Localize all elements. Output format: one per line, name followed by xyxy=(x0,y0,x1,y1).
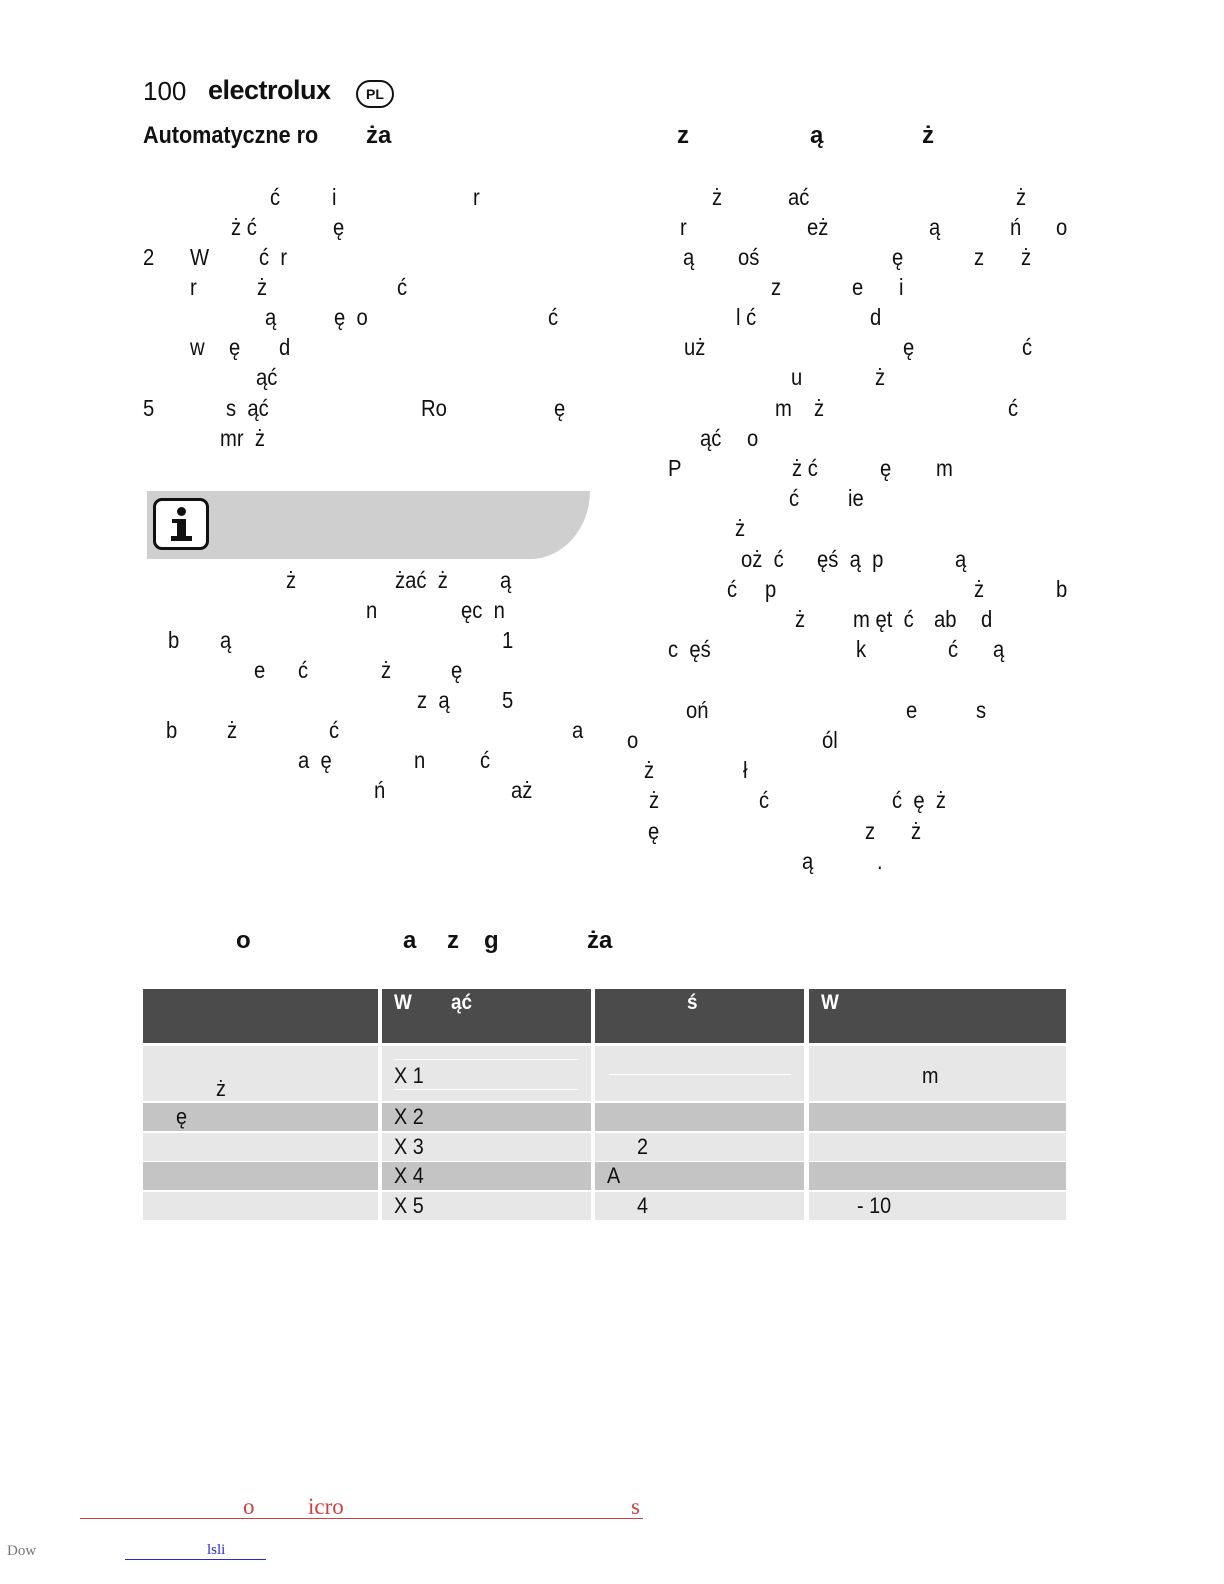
text-fragment: ć xyxy=(329,717,340,743)
table-row xyxy=(143,1103,378,1131)
table-row xyxy=(595,1192,804,1220)
text-fragment: ł xyxy=(743,757,748,783)
footer-link-text: lsli xyxy=(207,1542,226,1558)
table-row xyxy=(809,1192,1066,1220)
text-fragment: ę xyxy=(554,395,566,421)
text-fragment: ą xyxy=(929,214,941,240)
text-fragment: a xyxy=(572,717,584,743)
text-fragment: 1 xyxy=(502,627,514,653)
text-fragment: ą xyxy=(220,627,232,653)
cell-text: A xyxy=(607,1163,621,1188)
text-fragment: ę xyxy=(229,334,241,360)
text-fragment: ą xyxy=(500,567,512,593)
footer-link-red[interactable] xyxy=(80,1494,643,1519)
text-fragment: ę xyxy=(892,244,904,270)
table-row xyxy=(143,1133,378,1161)
text-fragment: ąć xyxy=(700,425,722,451)
text-fragment: e xyxy=(906,697,918,723)
table-header-cell xyxy=(143,989,378,1043)
text-fragment: ą xyxy=(802,848,814,874)
text-fragment: ć xyxy=(480,747,491,773)
header-label: W xyxy=(821,991,839,1014)
text-fragment: ż xyxy=(795,606,806,632)
text-fragment: ę o xyxy=(334,304,368,330)
text-fragment: ż xyxy=(735,515,746,541)
info-icon xyxy=(153,498,209,550)
footer-text-part: icro xyxy=(308,1494,344,1519)
text-fragment: ą xyxy=(683,244,695,270)
brand-logo: electrolux xyxy=(208,75,331,105)
text-fragment: eż xyxy=(807,214,829,240)
table-row xyxy=(595,1133,804,1161)
footer-text-part: s xyxy=(631,1494,640,1519)
text-fragment: Ro xyxy=(421,395,447,421)
text-fragment: d xyxy=(279,334,291,360)
text-fragment: ć xyxy=(270,184,281,210)
text-fragment: ab xyxy=(934,606,957,632)
text-fragment: ż xyxy=(1016,184,1027,210)
table-row xyxy=(143,1046,378,1101)
text-fragment: z xyxy=(771,274,782,300)
table-title-part: a xyxy=(403,927,417,954)
text-fragment: n xyxy=(414,747,426,773)
text-fragment: d xyxy=(870,304,882,330)
table-row xyxy=(143,1162,378,1190)
text-fragment: z ą xyxy=(417,687,450,713)
table-row xyxy=(809,1046,1066,1101)
header-label: ąć xyxy=(451,991,473,1014)
table-header-cell xyxy=(809,989,1066,1043)
text-fragment: ą xyxy=(265,304,277,330)
text-fragment: ż xyxy=(649,787,660,813)
text-fragment: oż ć xyxy=(741,546,784,572)
text-fragment: n xyxy=(366,597,378,623)
table-row xyxy=(809,1133,1066,1161)
cell-text: X 3 xyxy=(394,1134,424,1159)
table-title-part: ża xyxy=(587,927,613,954)
text-fragment: i xyxy=(332,184,337,210)
text-fragment: r xyxy=(190,274,197,300)
header-label: W xyxy=(394,991,412,1014)
text-fragment: z xyxy=(974,244,985,270)
text-fragment: oś xyxy=(738,244,760,270)
text-fragment: ż xyxy=(644,757,655,783)
cell-text: X 1 xyxy=(394,1063,424,1088)
section-title-part: ża xyxy=(366,122,392,149)
text-fragment: i xyxy=(899,274,904,300)
cell-text: ę xyxy=(176,1104,188,1129)
table-title-part: o xyxy=(236,927,251,954)
text-fragment: e xyxy=(852,274,864,300)
text-fragment: aż xyxy=(511,777,533,803)
cell-text: X 4 xyxy=(394,1163,424,1188)
text-fragment: ż xyxy=(974,576,985,602)
cell-text: 2 xyxy=(637,1134,649,1159)
text-fragment: ż ć xyxy=(231,214,257,240)
text-fragment: ę xyxy=(903,334,915,360)
text-fragment: ż xyxy=(381,657,392,683)
text-fragment: m ęt ć xyxy=(853,606,914,632)
text-fragment: ć xyxy=(397,274,408,300)
text-fragment: ę xyxy=(333,214,345,240)
table-header-cell xyxy=(382,989,591,1043)
text-fragment: ę xyxy=(451,657,463,683)
table-row xyxy=(382,1162,591,1190)
text-fragment: d xyxy=(981,606,993,632)
table-row xyxy=(143,1192,378,1220)
text-fragment: żać ż xyxy=(395,567,448,593)
text-fragment: ż xyxy=(257,274,268,300)
text-fragment: b xyxy=(1056,576,1068,602)
cell-text: ż xyxy=(216,1076,226,1101)
text-fragment: ę xyxy=(880,455,892,481)
text-fragment: c ęś xyxy=(668,636,711,662)
section-title: Automatyczne ro xyxy=(143,122,319,149)
table-row xyxy=(595,1162,804,1190)
text-fragment: ć xyxy=(789,485,800,511)
text-fragment: w xyxy=(190,334,205,360)
text-fragment: ć xyxy=(548,304,559,330)
text-fragment: e xyxy=(254,657,266,683)
text-fragment: ć ę ż xyxy=(892,787,946,813)
text-fragment: m xyxy=(936,455,953,481)
info-box xyxy=(147,491,590,559)
text-fragment: ie xyxy=(848,485,864,511)
text-fragment: ż xyxy=(1021,244,1032,270)
text-fragment: ż ć xyxy=(792,455,818,481)
text-fragment: ż xyxy=(814,395,825,421)
text-fragment: ć xyxy=(948,636,959,662)
text-fragment: ą xyxy=(955,546,967,572)
text-fragment: . xyxy=(877,848,883,874)
text-fragment: s ąć xyxy=(226,395,269,421)
text-fragment: s xyxy=(976,697,987,723)
section-title-part: z xyxy=(677,122,689,149)
table-row xyxy=(809,1162,1066,1190)
cell-text: X 2 xyxy=(394,1104,424,1129)
table-row xyxy=(595,1046,804,1101)
text-fragment: ć xyxy=(1008,395,1019,421)
text-fragment: ć xyxy=(298,657,309,683)
text-fragment: b xyxy=(166,717,178,743)
text-fragment: ż xyxy=(712,184,723,210)
text-fragment: uż xyxy=(684,334,706,360)
footer-link-blue[interactable] xyxy=(125,1542,266,1560)
table-row xyxy=(382,1046,591,1101)
text-fragment: ż xyxy=(227,717,238,743)
text-fragment: ęś ą p xyxy=(817,546,884,572)
text-fragment: ń xyxy=(1010,214,1022,240)
text-fragment: r xyxy=(473,184,480,210)
text-fragment: ól xyxy=(822,727,838,753)
text-fragment: b xyxy=(168,627,180,653)
section-title-part: ż xyxy=(922,122,934,149)
text-fragment: P xyxy=(668,455,682,481)
text-fragment: ć r xyxy=(259,244,288,270)
text-fragment: ć xyxy=(727,576,738,602)
header-label: ś xyxy=(687,991,698,1014)
text-fragment: ż xyxy=(911,818,922,844)
cell-text: m xyxy=(922,1063,939,1088)
text-fragment: ż xyxy=(286,567,297,593)
section-title-part: ą xyxy=(810,122,824,149)
cell-text: X 5 xyxy=(394,1193,424,1218)
text-fragment: o xyxy=(1056,214,1068,240)
table-row xyxy=(382,1133,591,1161)
footer-download-text: Dow xyxy=(7,1543,37,1559)
text-fragment: 5 xyxy=(502,687,514,713)
cell-text: - 10 xyxy=(857,1193,892,1218)
text-fragment: o xyxy=(627,727,639,753)
step-number: 2 xyxy=(143,244,155,270)
table-header-cell xyxy=(595,989,804,1043)
table-title-part: g xyxy=(484,927,499,954)
text-fragment: ąć xyxy=(256,364,278,390)
cell-text: 4 xyxy=(637,1193,649,1218)
text-fragment: o xyxy=(747,425,759,451)
text-fragment: ać xyxy=(788,184,810,210)
text-fragment: ę xyxy=(648,818,660,844)
text-fragment: z xyxy=(865,818,876,844)
text-fragment: ą xyxy=(993,636,1005,662)
text-fragment: p xyxy=(765,576,777,602)
text-fragment: l ć xyxy=(736,304,757,330)
table-row xyxy=(809,1103,1066,1131)
table-title-part: z xyxy=(447,927,459,954)
text-fragment: m xyxy=(775,395,792,421)
text-fragment: ęc n xyxy=(461,597,505,623)
text-fragment: u xyxy=(791,364,803,390)
text-fragment: ż xyxy=(875,364,886,390)
page-number: 100 xyxy=(143,76,187,106)
text-fragment: ć xyxy=(1022,334,1033,360)
step-number: 5 xyxy=(143,395,155,421)
text-fragment: mr ż xyxy=(220,425,265,451)
table-row xyxy=(382,1103,591,1131)
footer-text-part: o xyxy=(243,1494,255,1519)
language-badge: PL xyxy=(356,80,394,108)
text-fragment: a ę xyxy=(298,747,332,773)
text-fragment: oń xyxy=(686,697,709,723)
text-fragment: ć xyxy=(759,787,770,813)
table-row xyxy=(595,1103,804,1131)
text-fragment: W xyxy=(190,244,210,270)
text-fragment: ń xyxy=(374,777,386,803)
text-fragment: r xyxy=(680,214,687,240)
text-fragment: k xyxy=(856,636,867,662)
table-row xyxy=(382,1192,591,1220)
